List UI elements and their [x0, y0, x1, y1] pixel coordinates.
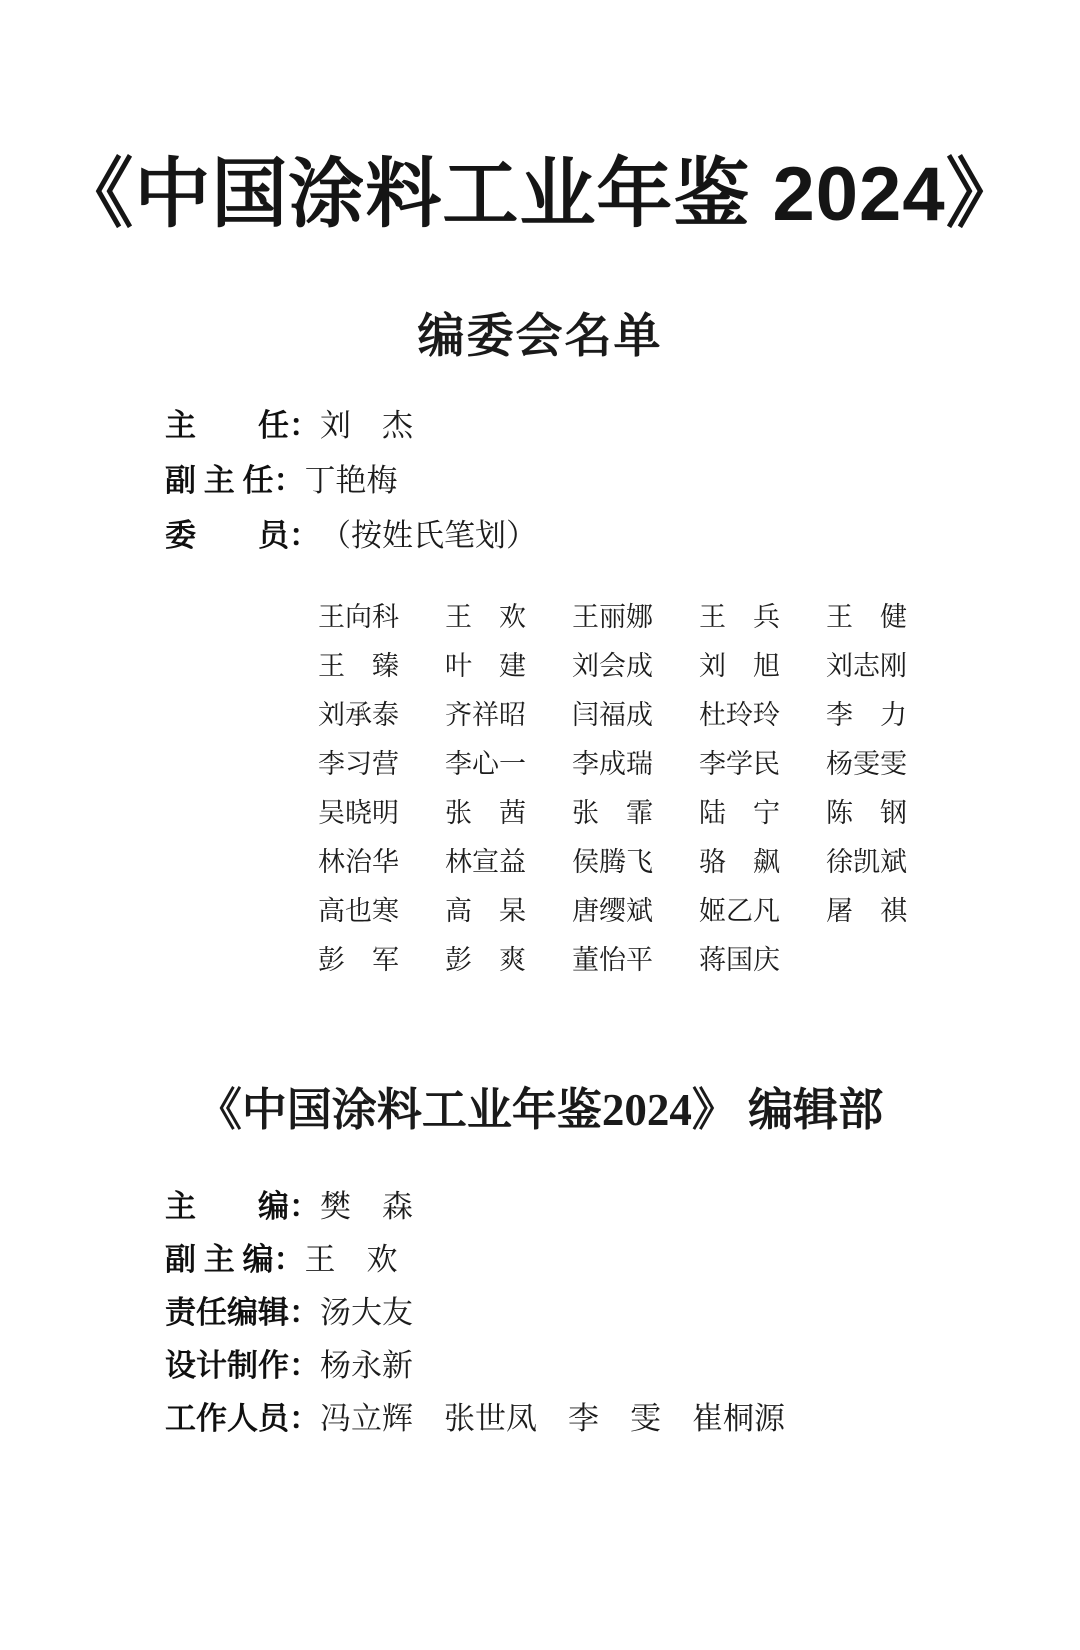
member-name: 吴晓明 — [318, 797, 399, 828]
role-label-chief-editor: 主 编： — [165, 1188, 320, 1224]
committee-section — [0, 299, 1080, 985]
role-row-deputy-director — [165, 453, 1080, 508]
role-label-director: 主 任： — [165, 407, 320, 443]
member-name: 刘志刚 — [826, 650, 907, 681]
role-label-design-production: 设计制作： — [165, 1347, 320, 1383]
member-name: 王 臻 — [318, 650, 399, 681]
role-row-director — [165, 398, 1080, 453]
committee-heading: 编委会名单 — [417, 310, 663, 363]
member-name: 姬乙凡 — [699, 895, 780, 926]
member-name: 陈 钢 — [826, 797, 907, 828]
member-name: 屠 祺 — [826, 895, 907, 926]
member-name: 李成瑞 — [572, 748, 653, 779]
role-row-staff — [165, 1392, 1080, 1445]
member-name: 骆 飙 — [699, 846, 780, 877]
member-name: 刘承泰 — [318, 699, 399, 730]
role-row-responsible-editor — [165, 1286, 1080, 1339]
role-value-chief-editor: 樊 森 — [320, 1188, 413, 1224]
committee-roles — [165, 398, 1080, 563]
role-value-members-note: （按姓氏笔划） — [320, 517, 537, 553]
role-label-responsible-editor: 责任编辑： — [165, 1294, 320, 1330]
member-name: 彭 军 — [318, 944, 399, 975]
member-name: 刘 旭 — [699, 650, 780, 681]
role-label-deputy-director: 副 主 任： — [165, 462, 305, 498]
yearbook-credits-page — [0, 146, 1080, 1650]
role-value-design-production: 杨永新 — [320, 1347, 413, 1383]
member-name: 齐祥昭 — [445, 699, 526, 730]
editorial-roles — [165, 1180, 1080, 1445]
member-name: 陆 宁 — [699, 797, 780, 828]
page-title: 《中国涂料工业年鉴 2024》 — [57, 152, 1023, 237]
member-name: 高 杲 — [445, 895, 526, 926]
member-name: 李心一 — [445, 748, 526, 779]
member-name: 刘会成 — [572, 650, 653, 681]
member-name: 徐凯斌 — [826, 846, 907, 877]
role-row-deputy-chief-editor — [165, 1233, 1080, 1286]
member-name: 杨雯雯 — [826, 748, 907, 779]
member-name: 王 兵 — [699, 601, 780, 632]
role-value-staff: 冯立辉 张世凤 李 雯 崔桐源 — [320, 1400, 785, 1436]
member-name: 蒋国庆 — [699, 944, 780, 975]
role-value-director: 刘 杰 — [320, 407, 413, 443]
member-name: 林宣益 — [445, 846, 526, 877]
member-name: 李学民 — [699, 748, 780, 779]
role-row-members — [165, 508, 1080, 563]
committee-members-grid — [318, 593, 1080, 985]
member-name: 张 茜 — [445, 797, 526, 828]
editorial-section — [0, 1073, 1080, 1445]
member-name: 叶 建 — [445, 650, 526, 681]
member-name: 王 健 — [826, 601, 907, 632]
role-label-members: 委 员： — [165, 517, 320, 553]
member-name: 王 欢 — [445, 601, 526, 632]
member-name: 杜玲玲 — [699, 699, 780, 730]
member-name: 李 力 — [826, 699, 907, 730]
member-name: 林治华 — [318, 846, 399, 877]
member-name: 董怡平 — [572, 944, 653, 975]
role-value-deputy-chief-editor: 王 欢 — [304, 1241, 398, 1277]
member-name: 高也寒 — [318, 895, 399, 926]
role-row-chief-editor — [165, 1180, 1080, 1233]
role-row-design-production — [165, 1339, 1080, 1392]
role-value-responsible-editor: 汤大友 — [320, 1294, 413, 1330]
member-name: 张 霏 — [572, 797, 653, 828]
role-label-staff: 工作人员： — [165, 1400, 320, 1436]
member-name: 闫福成 — [572, 699, 653, 730]
member-name: 王向科 — [318, 601, 399, 632]
member-name: 唐缨斌 — [572, 895, 653, 926]
member-name: 侯腾飞 — [572, 846, 653, 877]
member-name: 彭 爽 — [445, 944, 526, 975]
member-name: 王丽娜 — [572, 601, 653, 632]
editorial-heading: 《中国涂料工业年鉴2024》 编辑部 — [196, 1084, 884, 1135]
role-label-deputy-chief-editor: 副 主 编： — [165, 1241, 305, 1277]
role-value-deputy-director: 丁艳梅 — [304, 462, 398, 498]
member-name: 李习营 — [318, 748, 399, 779]
